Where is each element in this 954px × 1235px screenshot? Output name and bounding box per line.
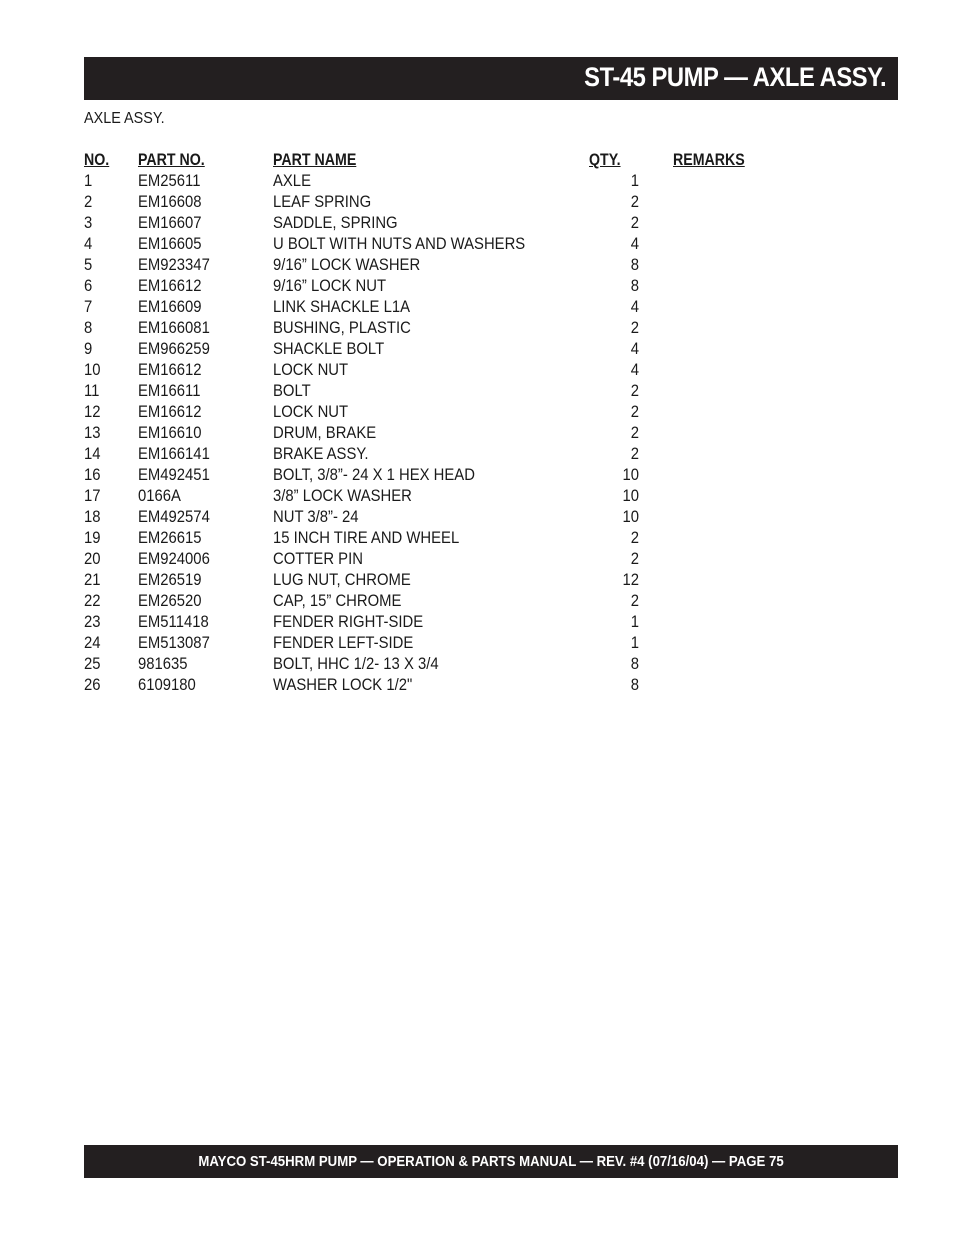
table-row [84, 507, 784, 528]
cell-no: 20 [84, 550, 101, 568]
table-row [84, 612, 784, 633]
cell-part-name: FENDER LEFT-SIDE [273, 634, 414, 652]
table-row [84, 192, 784, 213]
cell-part-name: NUT 3/8”- 24 [273, 508, 359, 526]
cell-qty: 10 [622, 508, 639, 526]
cell-part-name: 15 INCH TIRE AND WHEEL [273, 529, 460, 547]
cell-qty: 4 [630, 361, 639, 379]
cell-part-no: 6109180 [138, 676, 196, 694]
table-row [84, 402, 784, 423]
cell-part-name: LEAF SPRING [273, 193, 372, 211]
cell-no: 26 [84, 676, 101, 694]
table-row [84, 486, 784, 507]
cell-no: 23 [84, 613, 101, 631]
footer-text: MAYCO ST-45HRM PUMP — OPERATION & PARTS MANUAL — REV. #4 (07/16/04) — PAGE 75 [198, 1153, 784, 1170]
cell-no: 13 [84, 424, 101, 442]
cell-part-name: BOLT, 3/8”- 24 X 1 HEX HEAD [273, 466, 475, 484]
cell-part-name: 9/16” LOCK WASHER [273, 256, 421, 274]
cell-qty: 2 [630, 592, 639, 610]
table-row [84, 675, 784, 696]
cell-part-no: EM26520 [138, 592, 202, 610]
table-header-row [84, 150, 784, 171]
cell-no: 2 [84, 193, 93, 211]
cell-part-name: SHACKLE BOLT [273, 340, 385, 358]
cell-part-no: EM966259 [138, 340, 210, 358]
cell-qty: 1 [630, 613, 639, 631]
cell-qty: 12 [622, 571, 639, 589]
cell-qty: 8 [630, 256, 639, 274]
table-row [84, 318, 784, 339]
table-row [84, 591, 784, 612]
page-title: ST-45 PUMP — AXLE ASSY. [584, 62, 886, 92]
table-row [84, 171, 784, 192]
cell-part-name: LINK SHACKLE L1A [273, 298, 411, 316]
cell-no: 19 [84, 529, 101, 547]
table-row [84, 234, 784, 255]
cell-part-no: EM16612 [138, 403, 202, 421]
cell-part-name: BUSHING, PLASTIC [273, 319, 411, 337]
cell-part-no: EM25611 [138, 172, 201, 190]
cell-qty: 2 [630, 424, 639, 442]
cell-qty: 8 [630, 277, 639, 295]
cell-part-name: DRUM, BRAKE [273, 424, 377, 442]
cell-part-name: LUG NUT, CHROME [273, 571, 411, 589]
cell-no: 1 [84, 172, 93, 190]
cell-part-name: AXLE [273, 172, 311, 190]
cell-part-name: LOCK NUT [273, 403, 349, 421]
cell-part-no: EM492574 [138, 508, 210, 526]
cell-qty: 2 [630, 550, 639, 568]
column-header-no: NO. [84, 151, 110, 169]
table-row [84, 381, 784, 402]
cell-qty: 4 [630, 340, 639, 358]
footer-bar [84, 1145, 898, 1178]
cell-part-no: EM16609 [138, 298, 202, 316]
table-row [84, 549, 784, 570]
cell-qty: 2 [630, 403, 639, 421]
section-label: AXLE ASSY. [84, 110, 165, 127]
cell-no: 17 [84, 487, 101, 505]
cell-part-name: 3/8” LOCK WASHER [273, 487, 412, 505]
cell-part-no: EM16612 [138, 361, 202, 379]
cell-part-no: 0166A [138, 487, 181, 505]
table-row [84, 297, 784, 318]
cell-part-no: EM16607 [138, 214, 202, 232]
cell-part-no: EM511418 [138, 613, 209, 631]
cell-no: 16 [84, 466, 101, 484]
cell-part-name: 9/16” LOCK NUT [273, 277, 387, 295]
cell-no: 7 [84, 298, 93, 316]
cell-part-name: FENDER RIGHT-SIDE [273, 613, 424, 631]
column-header-qty: QTY. [589, 151, 621, 169]
table-body [84, 171, 784, 696]
cell-part-name: COTTER PIN [273, 550, 363, 568]
cell-no: 14 [84, 445, 101, 463]
cell-qty: 4 [630, 298, 639, 316]
cell-part-name: WASHER LOCK 1/2" [273, 676, 413, 694]
cell-qty: 10 [622, 487, 639, 505]
table-row [84, 423, 784, 444]
table-row [84, 465, 784, 486]
cell-part-name: BOLT [273, 382, 311, 400]
cell-part-no: EM16608 [138, 193, 202, 211]
table-row [84, 276, 784, 297]
cell-qty: 10 [622, 466, 639, 484]
cell-part-no: EM924006 [138, 550, 210, 568]
table-row [84, 633, 784, 654]
page-title-bar [84, 57, 898, 100]
cell-no: 12 [84, 403, 101, 421]
cell-part-no: EM923347 [138, 256, 210, 274]
cell-qty: 1 [630, 172, 639, 190]
cell-qty: 2 [630, 529, 639, 547]
cell-part-no: EM16612 [138, 277, 202, 295]
cell-no: 10 [84, 361, 101, 379]
cell-part-no: EM492451 [138, 466, 210, 484]
cell-part-name: LOCK NUT [273, 361, 349, 379]
cell-part-name: SADDLE, SPRING [273, 214, 398, 232]
cell-no: 11 [84, 382, 100, 400]
cell-qty: 2 [630, 319, 639, 337]
cell-no: 18 [84, 508, 101, 526]
cell-qty: 4 [630, 235, 639, 253]
table-row [84, 654, 784, 675]
cell-no: 21 [84, 571, 101, 589]
cell-part-no: EM16605 [138, 235, 202, 253]
column-header-part-no: PART NO. [138, 151, 205, 169]
cell-no: 4 [84, 235, 93, 253]
cell-part-no: EM26519 [138, 571, 202, 589]
cell-no: 24 [84, 634, 101, 652]
cell-part-name: BOLT, HHC 1/2- 13 X 3/4 [273, 655, 439, 673]
cell-part-no: EM26615 [138, 529, 202, 547]
cell-part-no: EM166141 [138, 445, 210, 463]
parts-table [84, 150, 784, 696]
cell-no: 25 [84, 655, 101, 673]
cell-part-no: 981635 [138, 655, 188, 673]
cell-part-name: U BOLT WITH NUTS AND WASHERS [273, 235, 526, 253]
cell-part-name: BRAKE ASSY. [273, 445, 369, 463]
cell-no: 22 [84, 592, 101, 610]
cell-no: 8 [84, 319, 93, 337]
cell-qty: 2 [630, 214, 639, 232]
cell-no: 3 [84, 214, 93, 232]
column-header-part-name: PART NAME [273, 151, 357, 169]
table-row [84, 213, 784, 234]
cell-qty: 8 [630, 655, 639, 673]
column-header-remarks: REMARKS [673, 151, 745, 169]
cell-part-no: EM16611 [138, 382, 201, 400]
table-row [84, 255, 784, 276]
table-row [84, 444, 784, 465]
cell-qty: 2 [630, 445, 639, 463]
cell-no: 9 [84, 340, 93, 358]
table-row [84, 570, 784, 591]
table-row [84, 339, 784, 360]
table-row [84, 360, 784, 381]
cell-part-no: EM16610 [138, 424, 202, 442]
cell-qty: 2 [630, 193, 639, 211]
cell-part-no: EM166081 [138, 319, 210, 337]
cell-part-name: CAP, 15” CHROME [273, 592, 402, 610]
cell-no: 5 [84, 256, 93, 274]
cell-qty: 8 [630, 676, 639, 694]
cell-part-no: EM513087 [138, 634, 210, 652]
cell-no: 6 [84, 277, 93, 295]
cell-qty: 2 [630, 382, 639, 400]
cell-qty: 1 [630, 634, 639, 652]
table-row [84, 528, 784, 549]
